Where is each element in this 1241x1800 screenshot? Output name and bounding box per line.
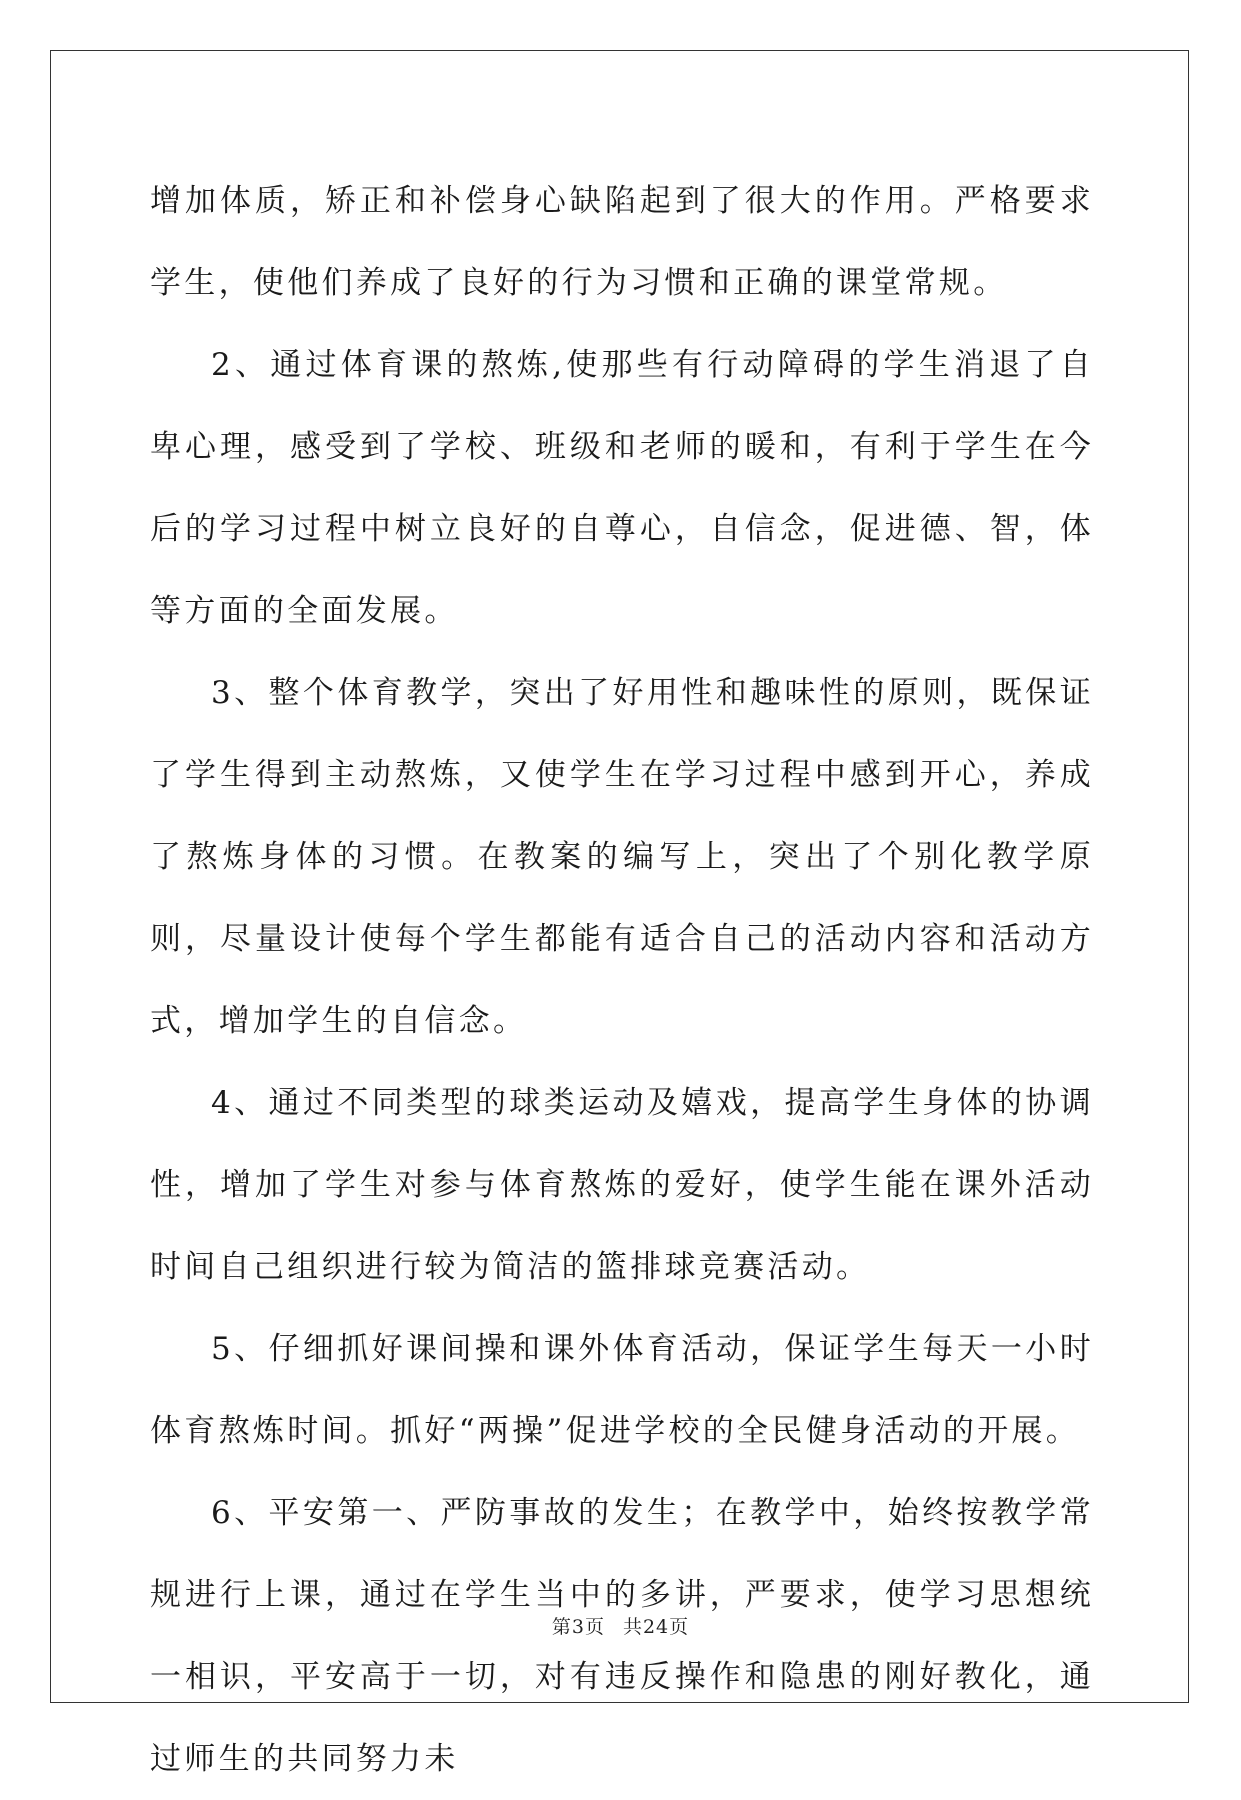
paragraph-item-6: 6、平安第一、严防事故的发生；在教学中，始终按教学常规进行上课，通过在学生当中的多讲，严要求，使学习思想统一相识，平安高于一切，对有违反操作和隐患的刚好教化，通过师生的共同努力未 — [150, 1495, 1094, 1777]
paragraph-item-4: 4、通过不同类型的球类运动及嬉戏，提高学生身体的协调性，增加了学生对参与体育熬炼的爱好，使学生能在课外活动时间自己组织进行较为简洁的篮排球竞赛活动。 — [150, 1085, 1094, 1285]
paragraph-continuation: 增加体质，矫正和补偿身心缺陷起到了很大的作用。严格要求学生，使他们养成了良好的行为习惯和正确的课堂常规。 — [150, 183, 1094, 301]
paragraph-item-2: 2、通过体育课的熬炼,使那些有行动障碍的学生消退了自卑心理，感受到了学校、班级和老师的暖和，有利于学生在今后的学习过程中树立良好的自尊心，自信念，促进德、智，体等方面的全面发展。 — [150, 347, 1094, 629]
paragraph-item-3: 3、整个体育教学，突出了好用性和趣味性的原则，既保证了学生得到主动熬炼，又使学生在学习过程中感到开心，养成了熬炼身体的习惯。在教案的编写上，突出了个别化教学原则，尽量设计使每个学生都能有适合自己的活动内容和活动方式，增加学生的自信念。 — [150, 675, 1094, 1039]
paragraph-item-5: 5、仔细抓好课间操和课外体育活动，保证学生每天一小时体育熬炼时间。抓好“两操”促进学校的全民健身活动的开展。 — [150, 1331, 1094, 1449]
page-number: 第3页 — [551, 1616, 605, 1638]
page-footer — [0, 1612, 1241, 1639]
document-body — [150, 160, 1094, 1800]
page-total: 共24页 — [622, 1616, 690, 1638]
